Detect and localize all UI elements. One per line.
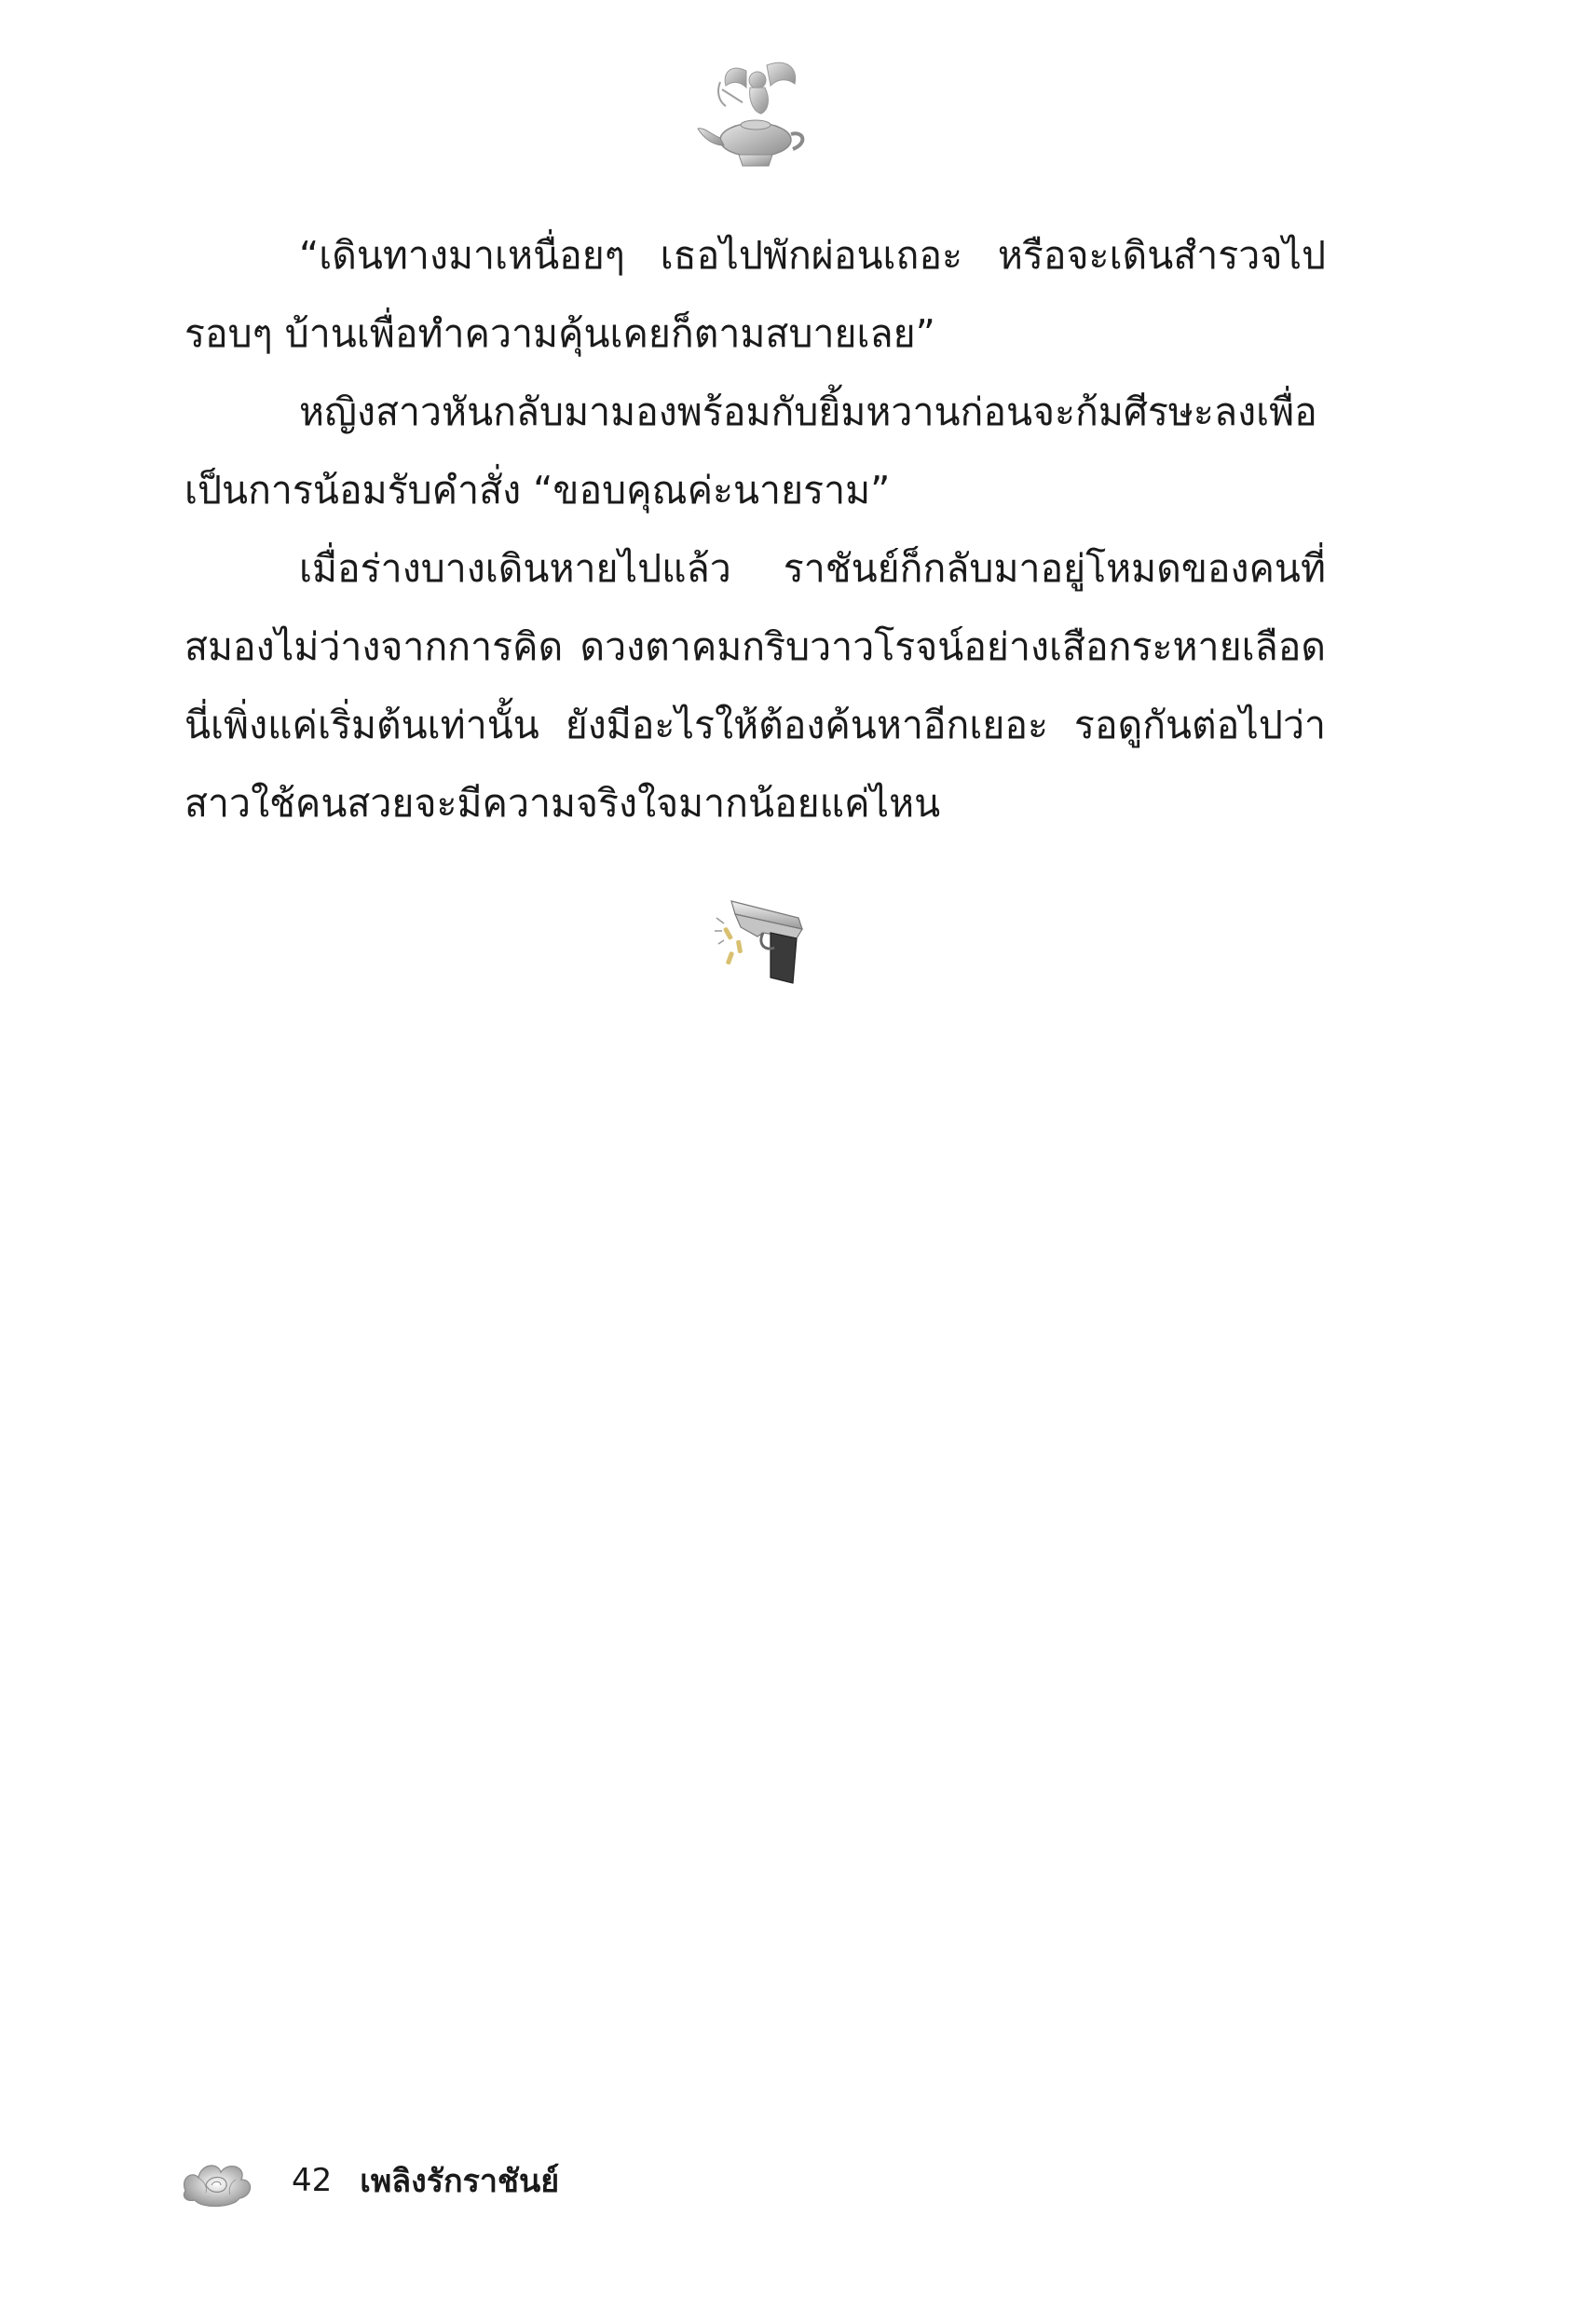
paragraph: “เดินทางมาเหนื่อยๆ เธอไปพักผ่อนเถอะ หรือจะเดินสำรวจไปรอบๆ บ้านเพื่อทำความคุ้นเคยก็ตามสบายเลย” xyxy=(184,233,1326,356)
book-title: เพลิงรักราชันย์ xyxy=(360,2163,560,2200)
paragraph: เมื่อร่างบางเดินหายไปแล้ว ราชันย์ก็กลับมาอยู่โหมดของคนที่สมองไม่ว่างจากการคิด ดวงตาคมกริบวาวโรจน์อย่างเสือกระหายเลือด นี่เพิ่งแค่เริ่มต้นเท่านั้น ยังมีอะไรให้ต้องค้นหาอีกเยอะ รอดูกันต่อไปว่าสาวใช้คนสวยจะมีความจริงใจมากน้อยแค่ไหน xyxy=(184,546,1326,826)
rose-icon xyxy=(180,2150,254,2211)
cupid-teapot-icon xyxy=(694,58,815,174)
body-text xyxy=(184,216,1326,842)
page-footer xyxy=(180,2148,559,2213)
page-number: 42 xyxy=(292,2162,333,2199)
pistol-icon xyxy=(713,890,815,992)
paragraph: หญิงสาวหันกลับมามองพร้อมกับยิ้มหวานก่อนจะก้มศีรษะลงเพื่อเป็นการน้อมรับคำสั่ง “ขอบคุณค่ะนายราม” xyxy=(184,390,1317,513)
